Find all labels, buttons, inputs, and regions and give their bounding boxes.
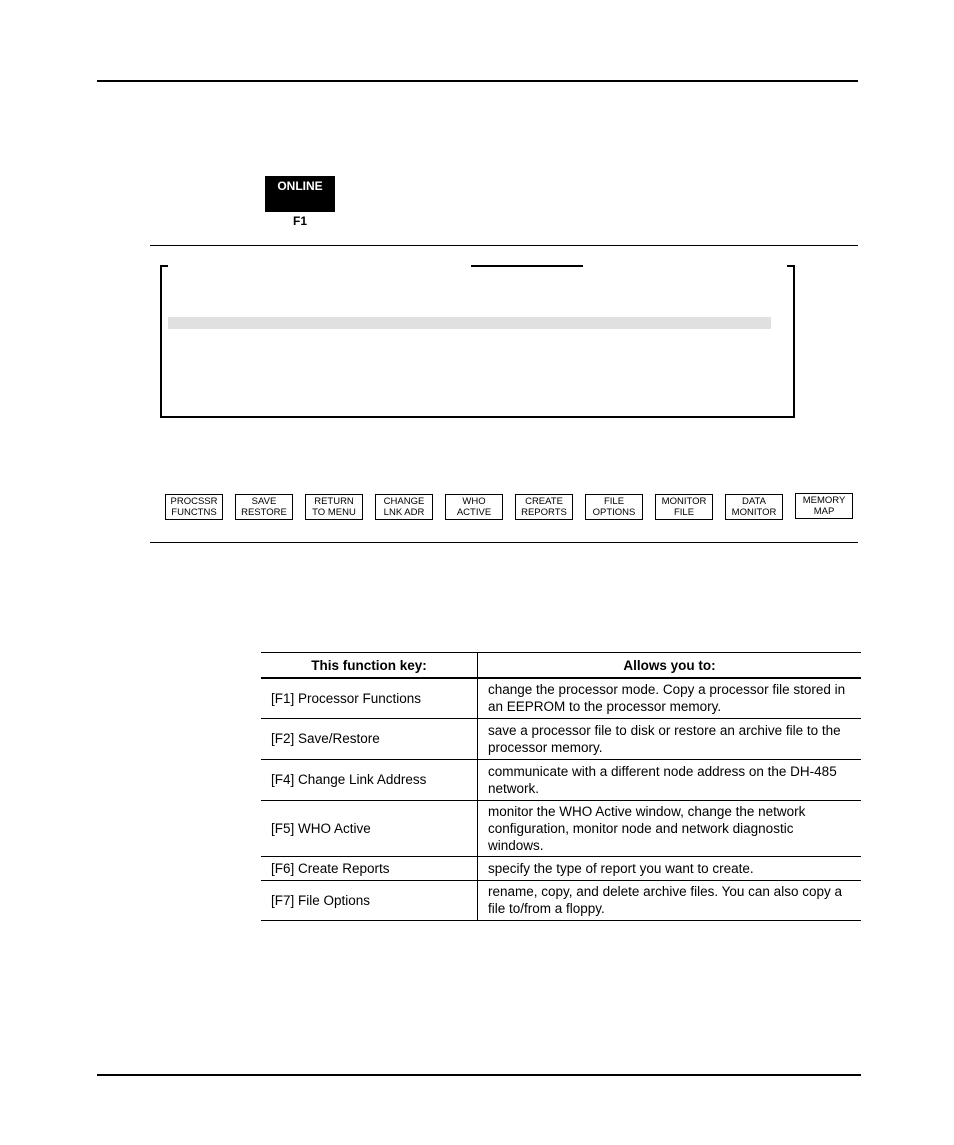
fkey-line1: CREATE xyxy=(525,496,563,507)
table-row xyxy=(261,718,861,759)
fkey-save-restore[interactable] xyxy=(235,494,293,520)
screen-corner-right xyxy=(787,265,795,267)
table-row xyxy=(261,759,861,800)
fkey-line2: REPORTS xyxy=(521,507,567,518)
fkey-who-active[interactable] xyxy=(445,494,503,520)
table-header-row xyxy=(261,653,861,679)
fkey-line2: LNK ADR xyxy=(383,507,425,518)
table-cell-description: change the processor mode. Copy a processor file stored in an EEPROM to the processor memory. xyxy=(478,678,862,718)
fkey-memory-map[interactable] xyxy=(795,493,853,519)
screen-title-bar xyxy=(471,265,583,267)
table-cell-description: rename, copy, and delete archive files. You can also copy a file to/from a floppy. xyxy=(478,880,862,920)
table-cell-description: specify the type of report you want to create. xyxy=(478,856,862,880)
fkey-line2: RESTORE xyxy=(241,507,287,518)
fkey-file-options[interactable] xyxy=(585,494,643,520)
table-row xyxy=(261,800,861,856)
table-row xyxy=(261,678,861,718)
fkey-line2: OPTIONS xyxy=(592,507,636,518)
fkey-line1: MONITOR xyxy=(661,496,707,507)
fkey-line1: PROCSSR xyxy=(170,496,218,507)
fkey-line1: RETURN xyxy=(314,496,354,507)
fkey-line1: WHO xyxy=(462,496,486,507)
figure-top-rule xyxy=(150,245,858,246)
function-key-table xyxy=(261,652,861,921)
fkey-line1: DATA xyxy=(742,496,766,507)
table-cell-description: communicate with a different node address on the DH-485 network. xyxy=(478,759,862,800)
fkey-line1: SAVE xyxy=(251,496,277,507)
screen-corner-left xyxy=(160,265,168,267)
fkey-monitor-file[interactable] xyxy=(655,494,713,520)
fkey-line2: MAP xyxy=(813,506,835,517)
fkey-procssr-functns[interactable] xyxy=(165,494,223,520)
table-cell-key: [F5] WHO Active xyxy=(261,800,478,856)
table-cell-description: monitor the WHO Active window, change the network configuration, monitor node and network diagnostic windows. xyxy=(478,800,862,856)
fkey-line2: FUNCTNS xyxy=(171,507,217,518)
header-rule xyxy=(97,80,858,82)
table-cell-key: [F7] File Options xyxy=(261,880,478,920)
online-fkey-label: F1 xyxy=(292,214,307,228)
screen-highlight-row xyxy=(168,317,771,329)
column-header-key: This function key: xyxy=(261,653,478,679)
table-cell-description: save a processor file to disk or restore an archive file to the processor memory. xyxy=(478,718,862,759)
function-key-row xyxy=(165,494,855,522)
fkey-line1: MEMORY xyxy=(802,495,846,506)
fkey-change-lnk-adr[interactable] xyxy=(375,494,433,520)
column-header-description: Allows you to: xyxy=(478,653,862,679)
fkey-line2: TO MENU xyxy=(312,507,356,518)
table-cell-key: [F2] Save/Restore xyxy=(261,718,478,759)
fkey-line1: FILE xyxy=(603,496,625,507)
table-cell-key: [F6] Create Reports xyxy=(261,856,478,880)
screen-window xyxy=(160,265,795,418)
table-row xyxy=(261,880,861,920)
fkey-line2: MONITOR xyxy=(731,507,777,518)
fkey-line1: CHANGE xyxy=(383,496,425,507)
fkey-line2: ACTIVE xyxy=(456,507,492,518)
figure-bottom-rule xyxy=(150,542,858,543)
table-cell-key: [F1] Processor Functions xyxy=(261,678,478,718)
fkey-data-monitor[interactable] xyxy=(725,494,783,520)
online-key[interactable]: ONLINE xyxy=(265,176,335,212)
fkey-create-reports[interactable] xyxy=(515,494,573,520)
table-cell-key: [F4] Change Link Address xyxy=(261,759,478,800)
fkey-line2: FILE xyxy=(673,507,695,518)
footer-rule xyxy=(97,1074,861,1076)
table-row xyxy=(261,856,861,880)
fkey-return-to-menu[interactable] xyxy=(305,494,363,520)
